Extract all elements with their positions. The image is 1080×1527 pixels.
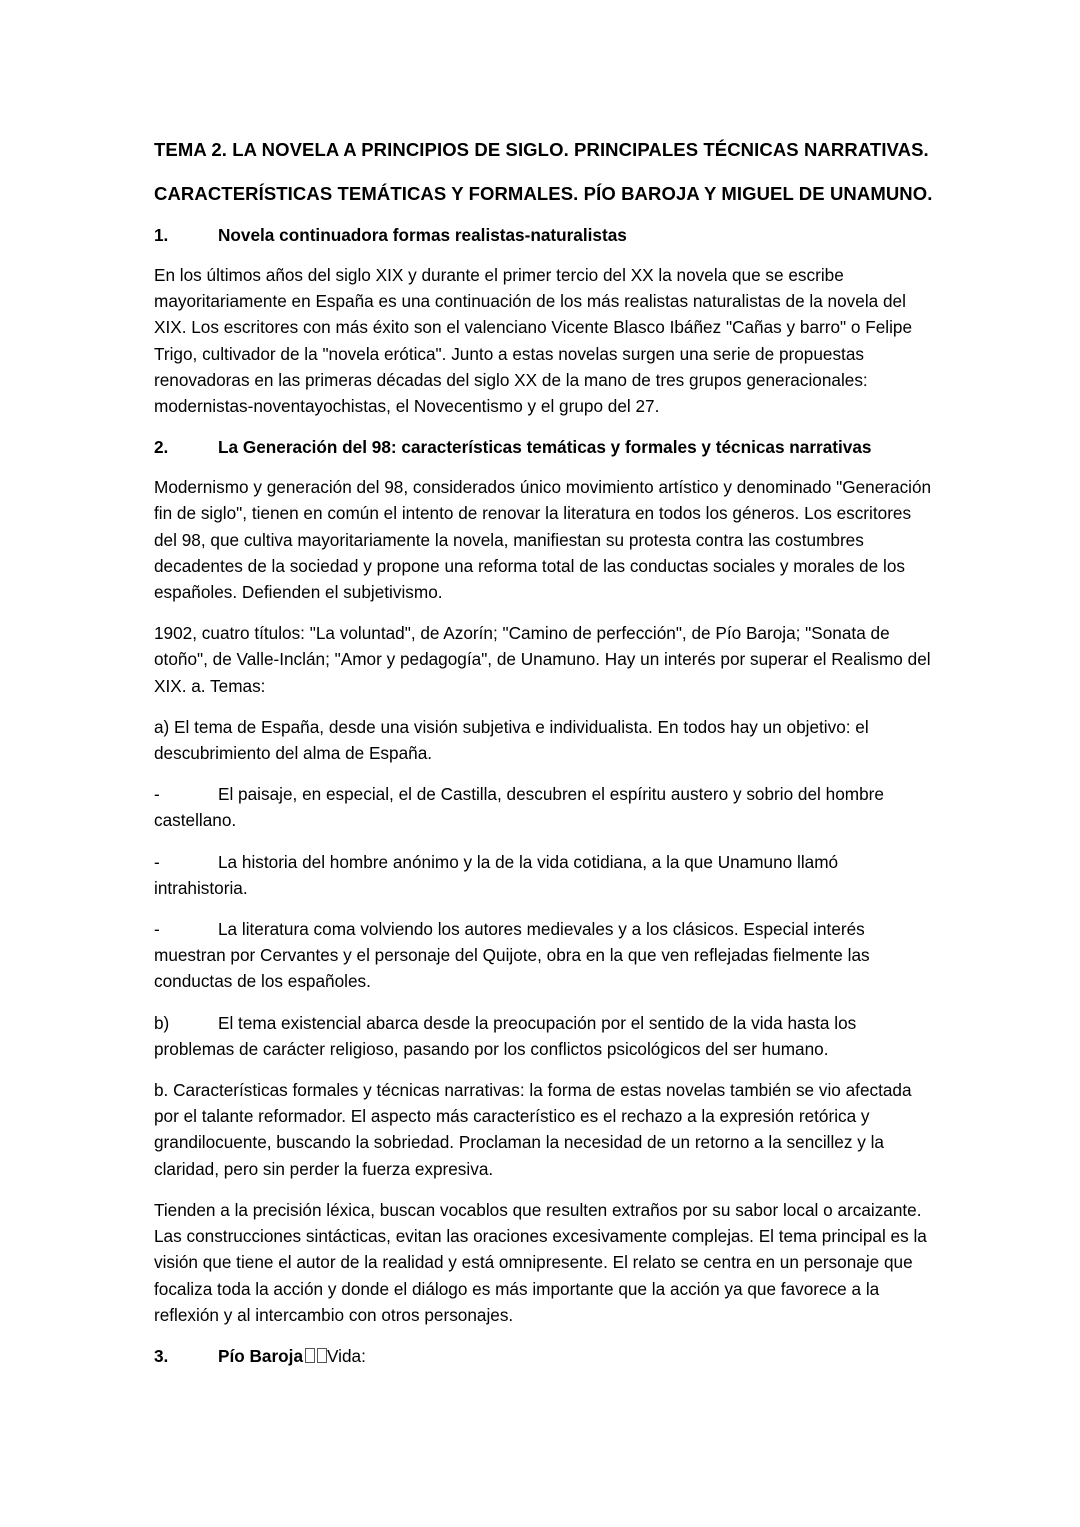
missing-glyph-icon	[305, 1348, 315, 1363]
list-item-b	[154, 1010, 934, 1062]
section-2-title: La Generación del 98: características temáticas y formales y técnicas narrativas	[218, 437, 872, 458]
list-item	[154, 781, 934, 833]
list-item-text: La literatura coma volviendo los autores medievales y a los clásicos. Especial interés muestran por Cervantes y el personaje del Quijote, obra en la que ven reflejadas fielmente las conductas de los españoles.	[154, 919, 870, 992]
section-1-title: Novela continuadora formas realistas-naturalistas	[218, 225, 627, 245]
list-item	[154, 849, 934, 901]
list-item-marker: -	[154, 851, 160, 872]
section-3-heading	[154, 1343, 934, 1369]
section-1-paragraph: En los últimos años del siglo XIX y durante el primer tercio del XX la novela que se escribe mayoritariamente en España es una continuación de los más realistas naturalistas de la novela del XIX. Los escritores con más éxito son el valenciano Vicente Blasco Ibáñez "Cañas y barro" o Felipe Trigo, cultivador de la "novela erótica". Junto a estas novelas surgen una serie de propuestas renovadoras en las primeras décadas del siglo XX de la mano de tres grupos generacionales: modernistas-noventayochistas, el Novecentismo y el grupo del 27.	[154, 265, 913, 417]
section-3-tail: Vida:	[327, 1345, 366, 1366]
section-2-number: 2.	[154, 437, 169, 458]
section-2-paragraph-2: 1902, cuatro títulos: "La voluntad", de Azorín; "Camino de perfección", de Pío Baroja; "Sonata de otoño", de Valle-Inclán; "Amor y pedagogía", de Unamuno. Hay un interés por superar el Realismo del XIX. a. Temas:	[154, 623, 931, 696]
list-item-text: El tema existencial abarca desde la preocupación por el sentido de la vida hasta los problemas de carácter religioso, pasando por los conflictos psicológicos del ser humano.	[154, 1012, 857, 1059]
section-2-paragraph-4: b. Características formales y técnicas narrativas: la forma de estas novelas también se vio afectada por el talante reformador. El aspecto más característico es el rechazo a la expresión retórica y grandilocuente, buscando la sobriedad. Proclaman la necesidad de un retorno a la sencillez y la claridad, pero sin perder la fuerza expresiva.	[154, 1080, 912, 1179]
section-2-paragraph-3: a) El tema de España, desde una visión subjetiva e individualista. En todos hay un objetivo: el descubrimiento del alma de España.	[154, 716, 869, 764]
section-3-title: Pío Baroja	[218, 1345, 304, 1366]
list-item-text: El paisaje, en especial, el de Castilla, descubren el espíritu austero y sobrio del hombre castellano.	[154, 784, 884, 831]
section-2-paragraph-1: Modernismo y generación del 98, considerados único movimiento artístico y denominado "Generación fin de siglo", tienen en común el intento de renovar la literatura en todos los géneros. Los escritores del 98, que cultiva mayoritariamente la novela, manifiestan su protesta contra las costumbres decadentes de la sociedad y propone una reforma total de las conductas sociales y morales de los españoles. Defienden el subjetivismo.	[154, 477, 932, 603]
list-item-text: La historia del hombre anónimo y la de la vida cotidiana, a la que Unamuno llamó intrahistoria.	[154, 851, 839, 898]
document-title-line-1: TEMA 2. LA NOVELA A PRINCIPIOS DE SIGLO. PRINCIPALES TÉCNICAS NARRATIVAS.	[154, 139, 929, 160]
document-body	[154, 128, 934, 1383]
document-title-line-2: CARACTERÍSTICAS TEMÁTICAS Y FORMALES. PÍO BAROJA Y MIGUEL DE UNAMUNO.	[154, 183, 933, 204]
section-2-heading	[154, 434, 934, 460]
list-item-marker: -	[154, 784, 160, 805]
section-1-number: 1.	[154, 225, 169, 245]
section-2-paragraph-5: Tienden a la precisión léxica, buscan vocablos que resulten extraños por su sabor local o arcaizante. Las construcciones sintácticas, evitan las oraciones excesivamente complejas. El tema principal es la visión que tiene el autor de la realidad y está omnipresente. El relato se centra en un personaje que focaliza toda la acción y donde el diálogo es más importante que la acción ya que favorece a la reflexión y al intercambio con otros personajes.	[154, 1199, 927, 1325]
section-3-number: 3.	[154, 1345, 169, 1366]
list-item-marker: b)	[154, 1012, 170, 1033]
section-1-heading	[154, 222, 934, 248]
missing-glyph-icon	[317, 1348, 327, 1363]
list-item-marker: -	[154, 919, 160, 940]
list-item	[154, 916, 934, 995]
